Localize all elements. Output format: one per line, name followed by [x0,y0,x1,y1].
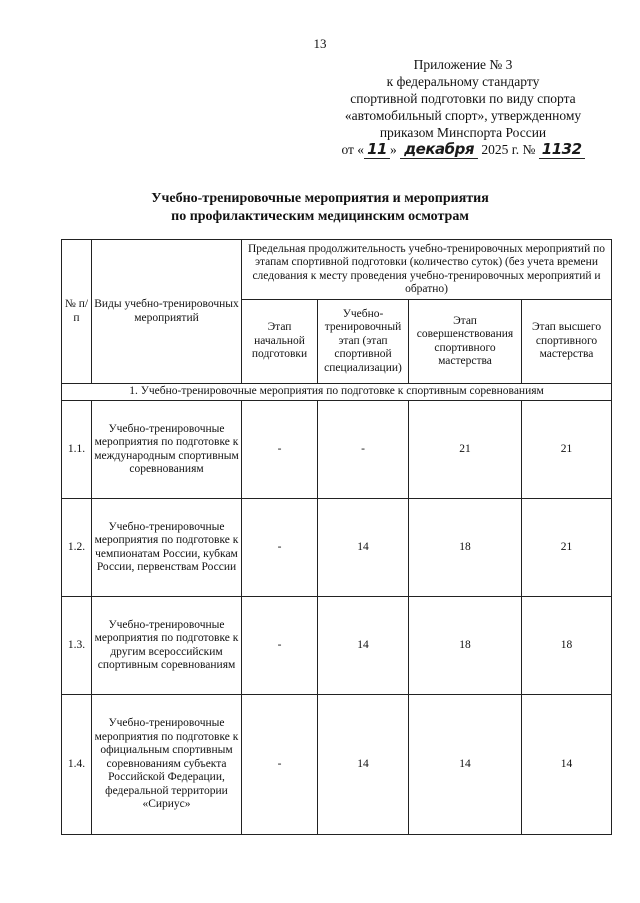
row-stage-training: 14 [318,597,409,695]
page-number: 13 [313,36,327,51]
row-stage-improvement: 18 [409,597,522,695]
row-stage-improvement: 18 [409,499,522,597]
title-line: по профилактическим медицинским осмотрам [171,209,469,224]
appendix-line: «автомобильный спорт», утвержденному [344,108,582,123]
row-stage-improvement: 21 [409,401,522,499]
header-stage-improvement: Этап совершенствования спортивного мастерства [409,300,522,384]
row-stage-training: 14 [318,695,409,835]
appendix-date-line [318,141,608,158]
row-name: Учебно-тренировочные мероприятия по подготовке к чемпионатам России, кубкам России, первенствам России [92,499,242,597]
header-group: Предельная продолжительность учебно-тренировочных мероприятий по этапам спортивной подготовки (количество суток) (без учета времени следования к месту проведения учебно-тренировочных мероприятий и обратно) [242,240,612,300]
header-types: Виды учебно-тренировочных мероприятий [92,240,242,384]
row-stage-initial: - [242,597,318,695]
date-month-handwritten: декабря [400,140,478,159]
table-row [62,499,612,597]
date-number-handwritten: 1132 [539,140,585,159]
row-num: 1.2. [62,499,92,597]
row-stage-initial: - [242,695,318,835]
header-num: № п/п [62,240,92,384]
row-num: 1.4. [62,695,92,835]
events-table [61,239,612,835]
header-stage-highest: Этап высшего спортивного мастерства [522,300,612,384]
table-row [62,597,612,695]
header-stage-training: Учебно-тренировочный этап (этап спортивной специализации) [318,300,409,384]
row-stage-highest: 18 [522,597,612,695]
section-row [62,384,612,401]
table-row [62,695,612,835]
appendix-line: Приложение № 3 [413,57,513,72]
row-stage-highest: 21 [522,401,612,499]
appendix-line: приказом Минспорта России [379,125,547,140]
row-num: 1.3. [62,597,92,695]
section-title: 1. Учебно-тренировочные мероприятия по подготовке к спортивным соревнованиям [62,384,612,401]
appendix-line: спортивной подготовки по виду спорта [350,91,576,106]
row-name: Учебно-тренировочные мероприятия по подготовке к официальным спортивным соревнованиям субъекта Российской Федерации, федеральной территории «Сириус» [92,695,242,835]
document-title [100,190,540,226]
row-stage-training: 14 [318,499,409,597]
row-stage-highest: 21 [522,499,612,597]
appendix-line: к федеральному стандарту [386,74,540,89]
title-line: Учебно-тренировочные мероприятия и мероприятия [151,191,489,206]
row-stage-initial: - [242,401,318,499]
table-row [62,401,612,499]
row-stage-training: - [318,401,409,499]
date-prefix: от « [341,142,365,157]
date-mid: » [389,142,397,157]
row-name: Учебно-тренировочные мероприятия по подготовке к международным спортивным соревнованиям [92,401,242,499]
row-num: 1.1. [62,401,92,499]
row-name: Учебно-тренировочные мероприятия по подготовке к другим всероссийским спортивным соревнованиям [92,597,242,695]
date-year: 2025 г. № [481,142,536,157]
row-stage-improvement: 14 [409,695,522,835]
appendix-block [318,56,608,158]
row-stage-initial: - [242,499,318,597]
row-stage-highest: 14 [522,695,612,835]
header-row [62,240,612,300]
date-day-handwritten: 11 [364,140,390,159]
header-stage-initial: Этап начальной подготовки [242,300,318,384]
